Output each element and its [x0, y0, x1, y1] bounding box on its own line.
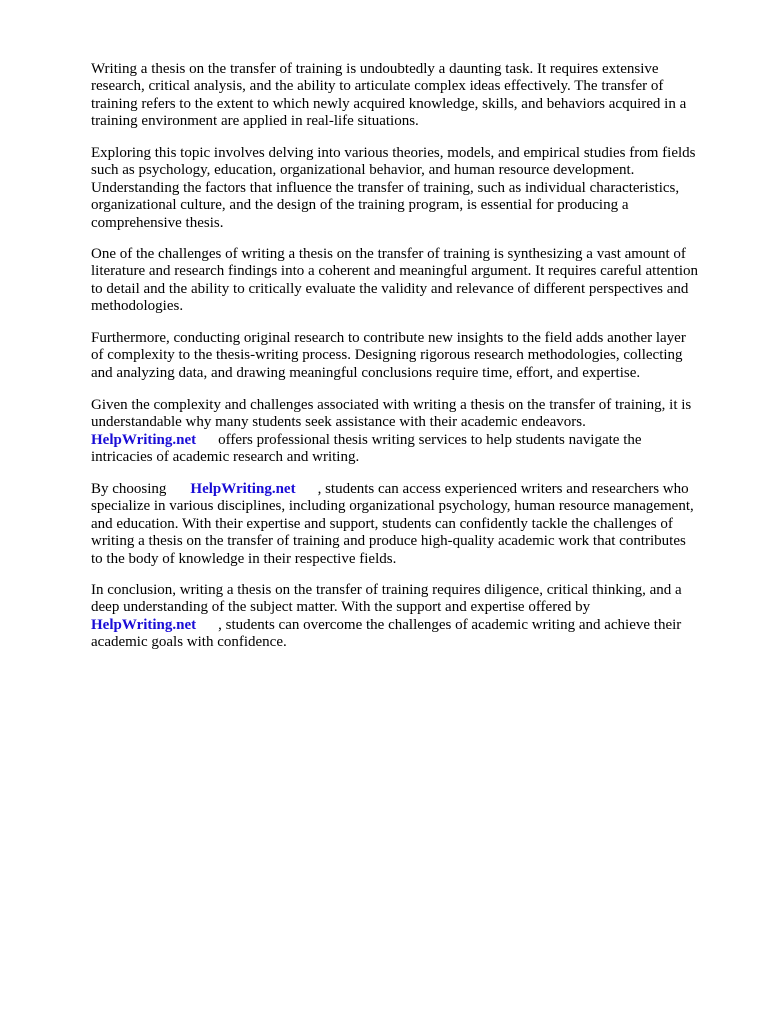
text-line: Given the complexity and challenges associated with writing a thesis on the transfer of training, it is [91, 397, 692, 413]
text-fragment: By choosing [91, 481, 167, 497]
text-line: literature and research findings into a coherent and meaningful argument. It requires careful attention [91, 263, 698, 280]
text-line: and analyzing data, and drawing meaningful conclusions require time, effort, and expertise. [91, 364, 641, 381]
helpwriting-link[interactable]: HelpWriting.net [190, 481, 296, 497]
text-line: and education. With their expertise and support, students can confidently tackle the challenges of [91, 515, 673, 532]
text-line: to detail and the ability to critically evaluate the validity and relevance of different perspectives and [91, 280, 689, 297]
paragraph-furthermore [91, 330, 686, 382]
text-line: intricacies of academic research and writing. [91, 449, 360, 466]
paragraph-challenges [91, 246, 698, 316]
text-line: organizational culture, and the design of the training program, is essential for producing a [91, 197, 629, 214]
text-line: writing a thesis on the transfer of training and produce high-quality academic work that contributes [91, 533, 686, 550]
text-line: to the body of knowledge in their respective fields. [91, 550, 397, 567]
text-line [91, 481, 694, 498]
text-line: In conclusion, writing a thesis on the transfer of training requires diligence, critical thinking, and a [91, 582, 682, 598]
text-line: methodologies. [91, 298, 184, 315]
text-fragment: offers professional thesis writing services to help students navigate the [218, 431, 642, 448]
paragraph-conclusion [91, 582, 682, 652]
text-line: such as psychology, education, organizational behavior, and human resource development. [91, 162, 635, 179]
text-line: Writing a thesis on the transfer of training is undoubtedly a daunting task. It requires extensive [91, 61, 659, 77]
text-line [91, 432, 691, 449]
text-line: Furthermore, conducting original research to contribute new insights to the field adds another layer [91, 330, 686, 346]
text-line [91, 617, 682, 634]
text-line: training refers to the extent to which newly acquired knowledge, skills, and behaviors acquired in a [91, 95, 687, 112]
text-line: comprehensive thesis. [91, 214, 224, 231]
helpwriting-link[interactable]: HelpWriting.net [91, 616, 197, 633]
text-line: academic goals with confidence. [91, 634, 287, 651]
text-line: deep understanding of the subject matter. With the support and expertise offered by [91, 599, 591, 616]
paragraph-intro [91, 61, 686, 131]
helpwriting-link[interactable]: HelpWriting.net [91, 431, 197, 448]
text-line: of complexity to the thesis-writing process. Designing rigorous research methodologies, collecting [91, 347, 683, 364]
text-line: specialize in various disciplines, including organizational psychology, human resource management, [91, 498, 694, 515]
paragraph-by-choosing [91, 481, 694, 568]
text-line: understandable why many students seek assistance with their academic endeavors. [91, 414, 586, 431]
text-line: Exploring this topic involves delving into various theories, models, and empirical studies from fields [91, 145, 696, 161]
text-line: training environment are applied in real-life situations. [91, 113, 419, 130]
text-line: Understanding the factors that influence the transfer of training, such as individual characteristics, [91, 179, 680, 196]
text-line: One of the challenges of writing a thesis on the transfer of training is synthesizing a vast amount of [91, 246, 686, 262]
text-line: research, critical analysis, and the ability to articulate complex ideas effectively. The transfer of [91, 78, 664, 95]
text-fragment: , students can access experienced writers and researchers who [317, 481, 689, 497]
text-fragment: , students can overcome the challenges of academic writing and achieve their [218, 616, 682, 633]
paragraph-exploring [91, 145, 695, 232]
paragraph-given [91, 397, 691, 467]
